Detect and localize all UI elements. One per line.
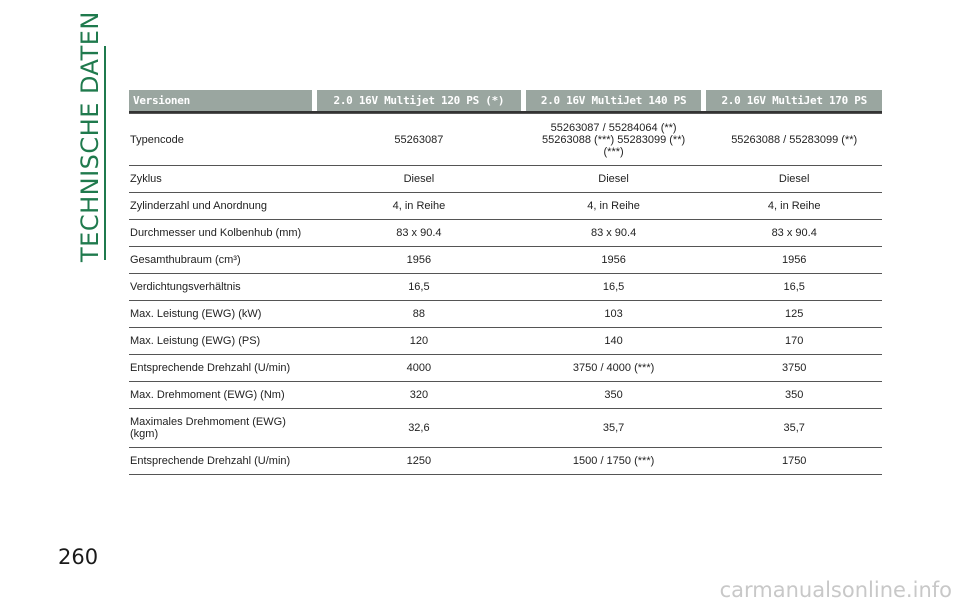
row-value: 350	[706, 382, 882, 409]
table-row	[129, 382, 882, 409]
table-row	[129, 220, 882, 247]
table-row	[129, 247, 882, 274]
row-label: Max. Leistung (EWG) (PS)	[129, 328, 312, 355]
table-row	[129, 193, 882, 220]
row-value: 1750	[706, 448, 882, 475]
row-label: Zylinderzahl und Anordnung	[129, 193, 312, 220]
row-value: 3750	[706, 355, 882, 382]
row-value: 83 x 90.4	[526, 220, 702, 247]
table-row	[129, 114, 882, 166]
row-value: 16,5	[317, 274, 521, 301]
table-row	[129, 274, 882, 301]
row-value: 16,5	[706, 274, 882, 301]
row-value: 320	[317, 382, 521, 409]
row-value: 83 x 90.4	[317, 220, 521, 247]
row-label: Durchmesser und Kolbenhub (mm)	[129, 220, 312, 247]
table-row	[129, 409, 882, 448]
row-value: 83 x 90.4	[706, 220, 882, 247]
row-value: 1956	[526, 247, 702, 274]
section-divider	[104, 46, 106, 260]
row-label: Maximales Drehmoment (EWG) (kgm)	[129, 409, 312, 448]
row-value: 88	[317, 301, 521, 328]
watermark: carmanualsonline.info	[719, 578, 952, 602]
technical-data-table	[129, 90, 882, 475]
row-value: 55263087 / 55284064 (**) 55263088 (***) 55283099 (**) (***)	[526, 114, 702, 166]
row-label: Max. Leistung (EWG) (kW)	[129, 301, 312, 328]
row-value: Diesel	[526, 166, 702, 193]
row-label: Verdichtungsverhältnis	[129, 274, 312, 301]
row-value: Diesel	[317, 166, 521, 193]
row-label: Entsprechende Drehzahl (U/min)	[129, 448, 312, 475]
row-value: 140	[526, 328, 702, 355]
table-body	[129, 114, 882, 475]
row-label: Max. Drehmoment (EWG) (Nm)	[129, 382, 312, 409]
header-versionen: Versionen	[129, 90, 312, 111]
table-row	[129, 355, 882, 382]
row-label: Gesamthubraum (cm³)	[129, 247, 312, 274]
row-value: 4, in Reihe	[706, 193, 882, 220]
row-value: 125	[706, 301, 882, 328]
header-version-170: 2.0 16V MultiJet 170 PS	[706, 90, 882, 111]
row-value: 55263087	[317, 114, 521, 166]
row-value: Diesel	[706, 166, 882, 193]
row-value: 1956	[706, 247, 882, 274]
header-version-140: 2.0 16V MultiJet 140 PS	[526, 90, 702, 111]
row-value: 120	[317, 328, 521, 355]
row-value: 1956	[317, 247, 521, 274]
row-label: Zyklus	[129, 166, 312, 193]
row-label: Entsprechende Drehzahl (U/min)	[129, 355, 312, 382]
row-value: 35,7	[526, 409, 702, 448]
table-header-row	[129, 90, 882, 111]
row-value: 1500 / 1750 (***)	[526, 448, 702, 475]
page-number: 260	[58, 545, 99, 569]
row-value: 103	[526, 301, 702, 328]
header-version-120: 2.0 16V Multijet 120 PS (*)	[317, 90, 521, 111]
row-value: 4, in Reihe	[526, 193, 702, 220]
table-row	[129, 301, 882, 328]
row-value: 16,5	[526, 274, 702, 301]
table-row	[129, 328, 882, 355]
section-title: TECHNISCHE DATEN	[76, 11, 104, 262]
row-value: 170	[706, 328, 882, 355]
row-value: 4, in Reihe	[317, 193, 521, 220]
row-label: Typencode	[129, 114, 312, 166]
row-value: 35,7	[706, 409, 882, 448]
row-value: 1250	[317, 448, 521, 475]
table-row	[129, 448, 882, 475]
row-value: 4000	[317, 355, 521, 382]
row-value: 350	[526, 382, 702, 409]
table-row	[129, 166, 882, 193]
row-value: 55263088 / 55283099 (**)	[706, 114, 882, 166]
row-value: 3750 / 4000 (***)	[526, 355, 702, 382]
row-value: 32,6	[317, 409, 521, 448]
